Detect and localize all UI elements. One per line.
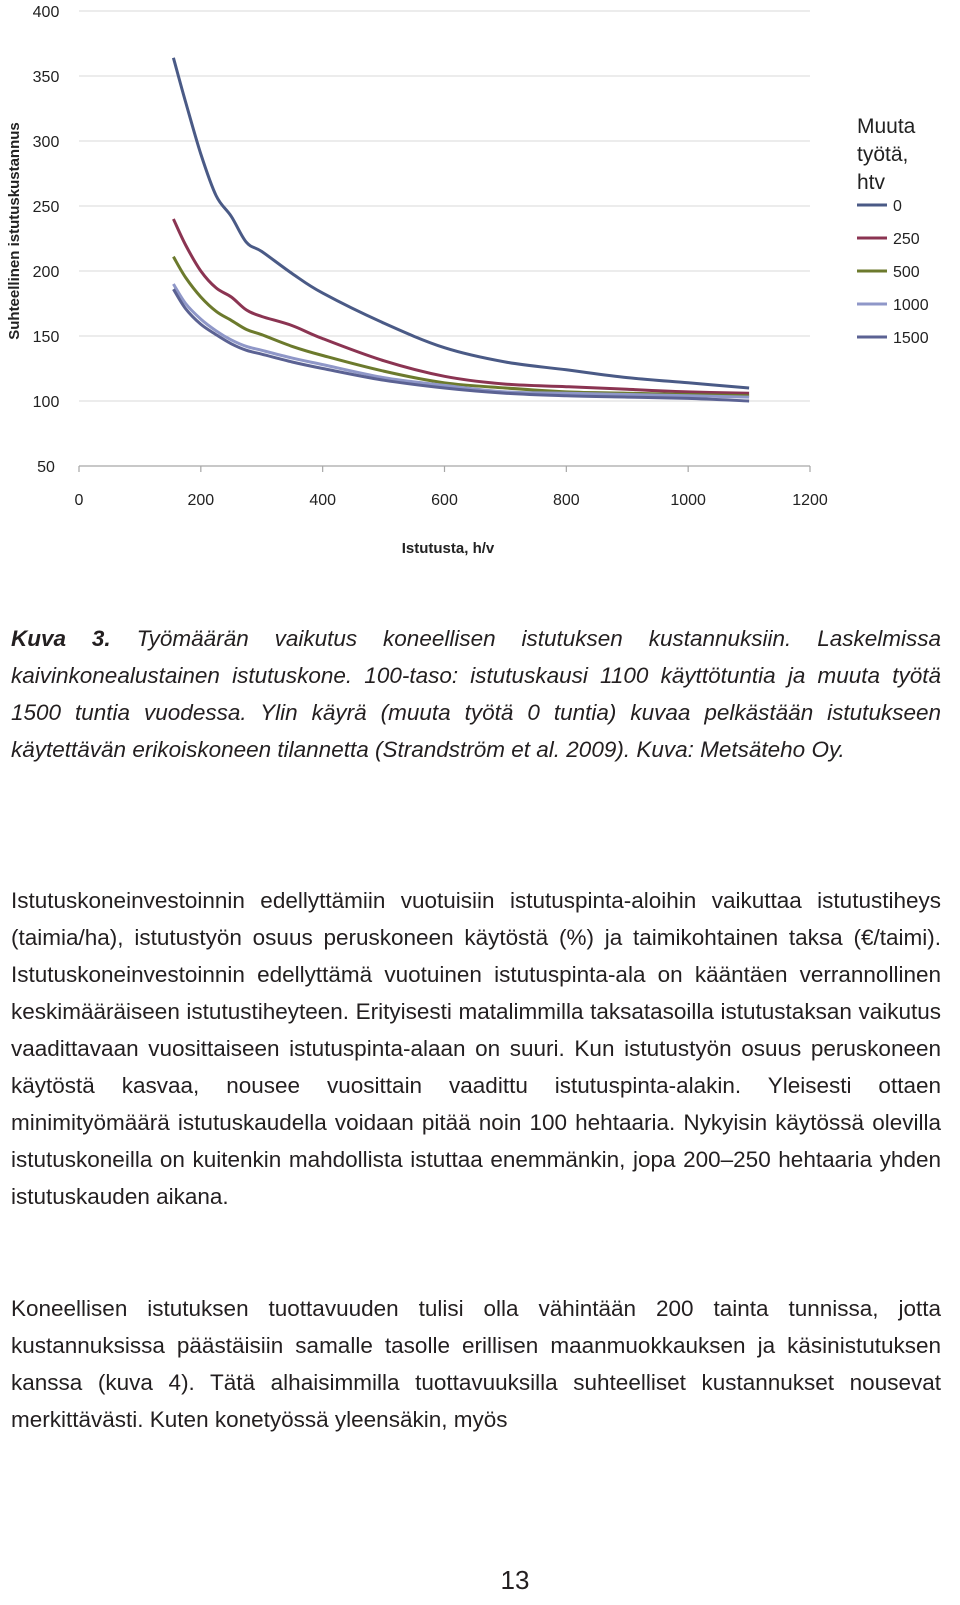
legend-title: Muuta työtä, htv [857, 115, 916, 194]
y-tick-label-350: 350 [32, 69, 60, 86]
y-tick-label-100: 100 [32, 394, 60, 411]
y-axis-label: Suhteellinen istutuskustannus [6, 122, 23, 340]
cost-chart [0, 0, 960, 590]
chart-gridlines [79, 11, 810, 401]
x-tick-label-0: 0 [74, 492, 84, 509]
legend-entry-1000: 1000 [893, 297, 929, 314]
legend-entry-1500: 1500 [893, 330, 929, 347]
chart-legend [857, 115, 929, 347]
page-number: 13 [500, 1565, 530, 1595]
x-tick-label-600: 600 [431, 492, 458, 509]
chart-axes [79, 466, 810, 472]
body-paragraph-1: Istutuskoneinvestoinnin edellyttämiin vuotuisiin istutuspinta-aloihin vaikuttaa istutustiheys (taimia/ha), istutustyön osuus peruskoneen käytöstä (%) ja taimikohtainen taksa (€/taimi). Istutuskoneinvestoinnin edellyttämä vuotuinen istutuspinta-ala on kääntäen verrannollinen keskimääräiseen istutustiheyteen. Erityisesti matalimmilla taksatasoilla istutustaksan vaikutus vaadittavaan vuosittaiseen istutuspinta-alaan on suuri. Kun istutustyön osuus peruskoneen käytöstä kasvaa, nousee vuosittain vaadittu istutuspinta-alakin. Yleisesti ottaen minimityömäärä istutuskaudella voidaan pitää noin 100 hehtaaria. Nykyisin käytössä olevilla istutuskoneilla on kuitenkin mahdollista istuttaa enemmänkin, jopa 200–250 hehtaaria yhden istutuskauden aikana. [11, 888, 941, 1209]
x-tick-label-400: 400 [309, 492, 337, 509]
chart-series [173, 58, 749, 401]
caption-text: Työmäärän vaikutus koneellisen istutuksen kustannuksiin. Laskelmissa kaivinkonealustainen istutuskone. 100-taso: istutuskausi 1100 käyttötuntia ja muuta työtä 1500 tuntia vuodessa. Ylin käyrä (muuta työtä 0 tuntia) kuvaa pelkästään istutukseen käytettävän erikoiskoneen tilannetta (Strandström et al. 2009). Kuva: Metsäteho Oy. [11, 626, 941, 762]
x-tick-label-1000: 1000 [670, 492, 706, 509]
figure-caption [11, 620, 941, 768]
series-line-500 [173, 257, 749, 396]
x-tick-label-200: 200 [187, 492, 215, 509]
series-line-250 [173, 219, 749, 393]
body-paragraph-2: Koneellisen istutuksen tuottavuuden tulisi olla vähintään 200 tainta tunnissa, jotta kustannuksissa päästäisiin samalle tasolle erillisen maanmuokkauksen ja käsinistutuksen kanssa (kuva 4). Tätä alhaisimmilla tuottavuuksilla suhteelliset kustannukset nousevat merkittävästi. Kuten konetyössä yleensäkin, myös [11, 1296, 941, 1432]
x-tick-labels [75, 492, 828, 509]
y-tick-label-150: 150 [32, 329, 60, 346]
y-tick-label-400: 400 [32, 4, 60, 21]
x-axis-label: Istutusta, h/v [401, 540, 495, 557]
y-tick-label-50: 50 [37, 459, 55, 476]
y-tick-label-200: 200 [32, 264, 60, 281]
x-tick-label-1200: 1200 [792, 492, 828, 509]
y-tick-label-300: 300 [32, 134, 60, 151]
series-line-0 [173, 58, 749, 388]
x-tick-label-800: 800 [552, 492, 580, 509]
legend-entry-500: 500 [893, 264, 920, 281]
legend-entry-250: 250 [893, 231, 920, 248]
y-tick-labels [33, 4, 60, 476]
y-tick-label-250: 250 [32, 199, 60, 216]
legend-entry-0: 0 [893, 198, 902, 215]
caption-label: Kuva 3. [11, 626, 111, 651]
